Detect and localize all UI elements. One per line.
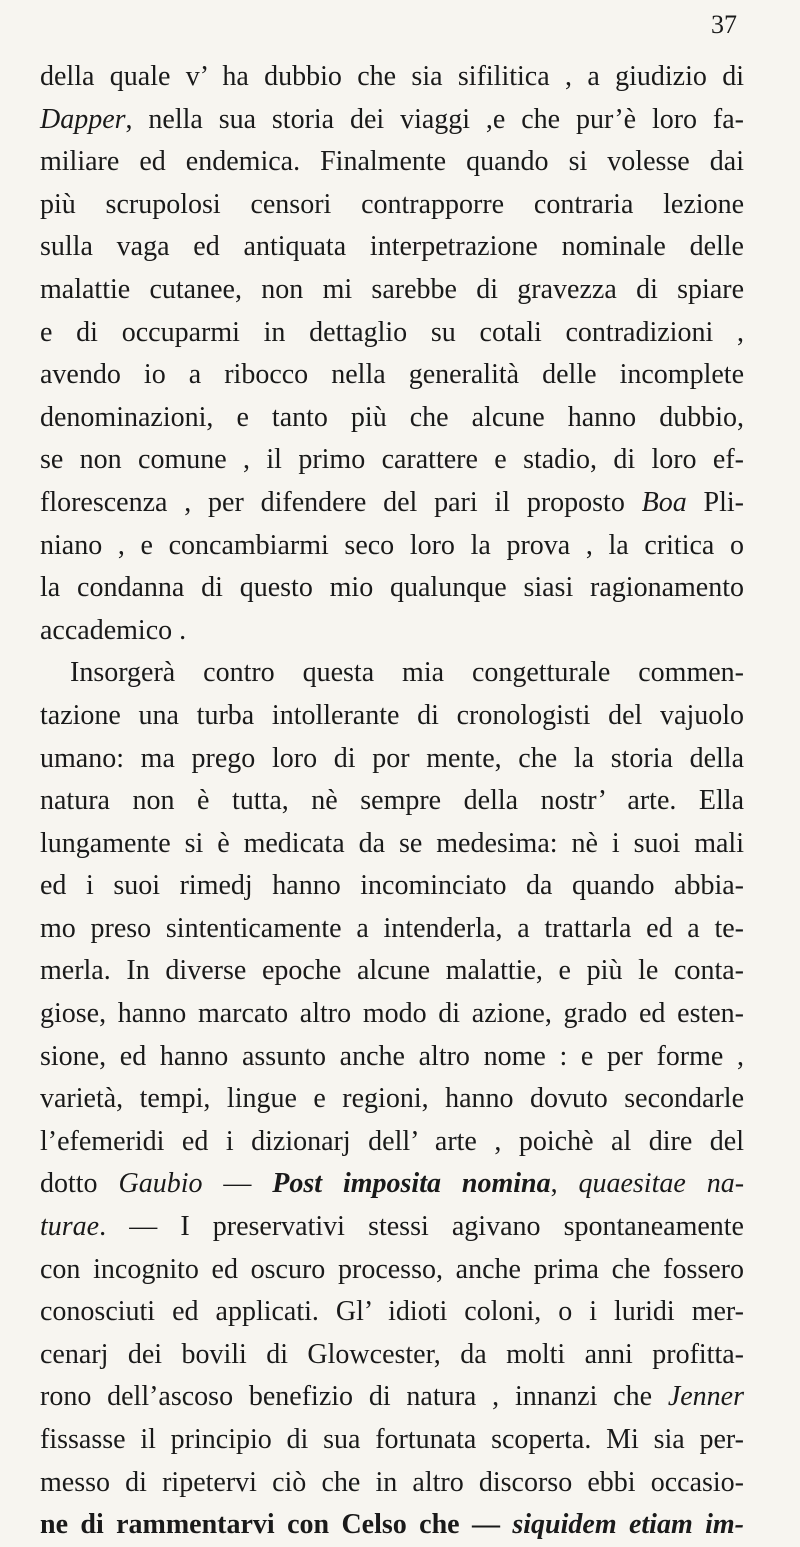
text-segment: dotto (40, 1168, 119, 1200)
text-segment: siquidem etiam im- (512, 1509, 744, 1541)
text-segment: mo preso sintenticamente a intenderla, a trattarla ed a te- (40, 912, 744, 944)
text-segment: con incognito ed oscuro processo, anche prima che fossero (40, 1253, 744, 1285)
text-segment: quaesitae na- (578, 1168, 745, 1200)
text-segment: della quale v’ ha dubbio che sia sifilitica , a giudizio di (40, 61, 744, 92)
text-line (40, 780, 744, 823)
text-segment: merla. In diverse epoche alcune malattie, e più le conta- (40, 955, 744, 987)
text-segment: più scrupolosi censori contrapporre contraria lezione (40, 188, 744, 220)
text-segment: Pli- (686, 486, 744, 518)
text-segment: sulla vaga ed antiquata interpetrazione nominale delle (40, 231, 744, 263)
text-line (40, 482, 744, 525)
text-line (40, 269, 744, 312)
text-line (40, 354, 744, 397)
text-segment: se non comune , il primo carattere e stadio, di loro ef- (40, 444, 744, 476)
text-segment: conosciuti ed applicati. Gl’ idioti coloni, o i luridi mer- (40, 1296, 744, 1328)
text-line (40, 1504, 744, 1547)
text-line (40, 610, 744, 653)
text-segment: . — I preservativi stessi agivano spontaneamente (99, 1211, 744, 1243)
text-line (40, 1462, 744, 1505)
text-segment: sione, ed hanno assunto anche altro nome : e per forme , (40, 1040, 744, 1072)
body-text (40, 56, 744, 1547)
text-segment: tazione una turba intollerante di cronologisti del vajuolo (40, 699, 744, 731)
text-line (40, 1419, 744, 1462)
text-line (40, 567, 744, 610)
text-line (40, 823, 744, 866)
text-segment: la condanna di questo mio qualunque siasi ragionamento (40, 572, 744, 604)
text-line (40, 525, 744, 568)
text-line (40, 908, 744, 951)
text-segment: turae (40, 1211, 100, 1243)
text-segment: rono dell’ascoso benefizio di natura , innanzi che (40, 1381, 668, 1413)
text-segment: denominazioni, e tanto più che alcune hanno dubbio, (40, 401, 744, 433)
text-line (40, 312, 744, 355)
text-line (40, 184, 744, 227)
text-segment: varietà, tempi, lingue e regioni, hanno dovuto secondarle (40, 1083, 744, 1115)
text-line (40, 226, 744, 269)
text-segment: miliare ed endemica. Finalmente quando si volesse dai (40, 146, 744, 178)
text-line (40, 1163, 744, 1206)
text-line (40, 56, 744, 99)
text-segment: Jenner (667, 1381, 744, 1413)
text-line (40, 993, 744, 1036)
text-segment: e di occuparmi in dettaglio su cotali contradizioni , (40, 316, 744, 348)
text-line (40, 950, 744, 993)
text-line (40, 397, 744, 440)
text-line (40, 439, 744, 482)
text-segment: malattie cutanee, non mi sarebbe di gravezza di spiare (40, 273, 744, 305)
text-line (40, 652, 744, 695)
page-number: 37 (711, 10, 737, 39)
text-segment: giose, hanno marcato altro modo di azione, grado ed esten- (40, 998, 744, 1030)
text-line (40, 141, 744, 184)
text-segment: Gaubio (118, 1168, 203, 1200)
text-segment: accademico . (40, 614, 187, 646)
text-segment: ed i suoi rimedj hanno incominciato da quando abbia- (40, 870, 744, 902)
text-segment: lungamente si è medicata da se medesima: nè i suoi mali (40, 827, 744, 859)
text-segment: Insorgerà contro questa mia congetturale commen- (70, 657, 744, 689)
text-segment: cenarj dei bovili di Glowcester, da molti anni profitta- (40, 1338, 744, 1370)
text-segment: niano , e concambiarmi seco loro la prova , la critica o (40, 529, 744, 561)
text-segment: Dapper (40, 103, 126, 135)
text-segment: natura non è tutta, nè sempre della nostr’ arte. Ella (40, 785, 744, 817)
text-segment: l’efemeridi ed i dizionarj dell’ arte , poichè al dire del (40, 1125, 744, 1157)
text-segment: messo di ripetervi ciò che in altro discorso ebbi occasio- (40, 1466, 744, 1498)
text-line (40, 865, 744, 908)
text-line (40, 1249, 744, 1292)
text-line (40, 1121, 744, 1164)
text-line (40, 1334, 744, 1377)
text-line (40, 1078, 744, 1121)
text-line (40, 99, 744, 142)
text-segment: avendo io a ribocco nella generalità delle incomplete (40, 359, 744, 391)
text-segment: , (550, 1168, 579, 1200)
text-line (40, 738, 744, 781)
text-line (40, 1376, 744, 1419)
text-line (40, 1036, 744, 1079)
text-segment: florescenza , per difendere del pari il proposto (40, 486, 642, 518)
text-segment: Post imposita nomina (272, 1168, 551, 1200)
text-segment: fissasse il principio di sua fortunata scoperta. Mi sia per- (40, 1424, 744, 1455)
text-segment: , nella sua storia dei viaggi ,e che pur’è loro fa- (125, 103, 744, 135)
text-line (40, 1206, 744, 1249)
text-segment: ne di rammentarvi con Celso che — (40, 1509, 513, 1541)
text-segment: umano: ma prego loro di por mente, che la storia della (40, 742, 744, 774)
text-line (40, 1291, 744, 1334)
text-segment: — (202, 1168, 273, 1200)
text-line (40, 695, 744, 738)
text-segment: Boa (641, 486, 687, 518)
